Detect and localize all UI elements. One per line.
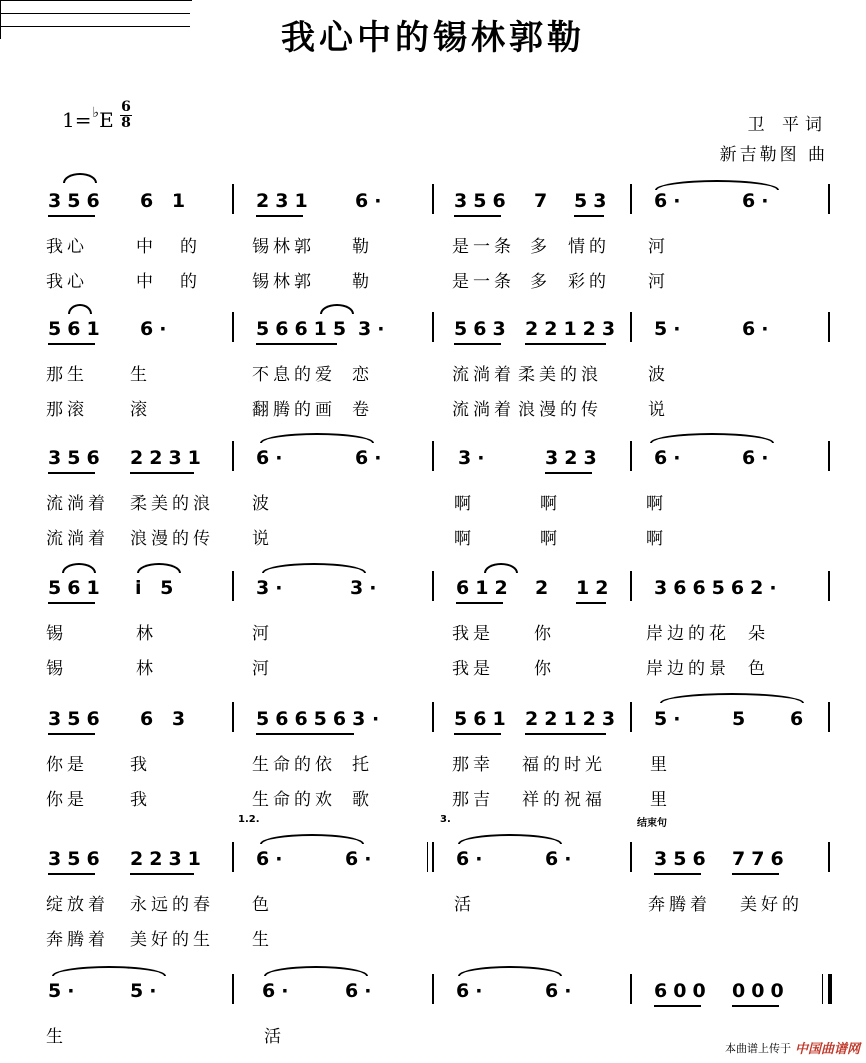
lyric-syllables: 生命的依 — [252, 755, 336, 775]
note-group: 3· — [350, 577, 383, 599]
note-group: 22123 — [525, 318, 622, 340]
beam-line — [256, 215, 303, 217]
lyric-syllables: 我心 — [46, 237, 88, 257]
note-group: 6· — [654, 190, 687, 212]
note-group: 6· — [256, 848, 289, 870]
bar-line — [828, 571, 830, 601]
note-group: 323 — [545, 447, 603, 469]
lyric-syllables: 多 — [530, 272, 551, 292]
lyric-syllables: 那滚 — [46, 400, 88, 420]
note-group: 5· — [48, 980, 81, 1002]
bar-line — [432, 184, 434, 214]
note-group: 3· — [358, 318, 391, 340]
bar-line — [828, 312, 830, 342]
lyric-syllables: 奔腾着 — [648, 895, 711, 915]
lyric-syllables: 绽放着 — [46, 895, 109, 915]
bar-line — [432, 974, 434, 1004]
note-group: 356 — [48, 447, 106, 469]
lyric-syllables: 你 — [534, 659, 555, 679]
beam-line — [48, 873, 95, 875]
lyric-syllables: 锡 — [46, 624, 67, 644]
lyric-syllables: 彩的 — [568, 272, 610, 292]
tie-slur — [262, 563, 366, 573]
lyric-syllables: 美好的 — [740, 895, 803, 915]
bar-line — [432, 441, 434, 471]
time-signature: 6 8 — [121, 99, 131, 131]
beam-line — [454, 733, 501, 735]
beam-line — [48, 343, 95, 345]
note-group: 6· — [140, 318, 173, 340]
lyric-syllables: 是一条 — [452, 237, 515, 257]
lyric-syllables: 你是 — [46, 755, 88, 775]
note-group: 6· — [345, 848, 378, 870]
note-group: 000 — [732, 980, 790, 1002]
tie-slur — [63, 173, 97, 183]
lyric-syllables: 中 — [136, 237, 157, 257]
volta-label: 结束句 — [637, 818, 667, 829]
lyric-syllables: 的 — [180, 272, 201, 292]
bar-line — [630, 312, 632, 342]
lyric-syllables: 浪漫的传 — [130, 529, 214, 549]
repeat-bar-line — [427, 842, 428, 872]
site-logo: 中国曲谱网 — [794, 1042, 860, 1057]
bar-line — [630, 842, 632, 872]
lyric-syllables: 生 — [130, 365, 151, 385]
note-group: 6 3 — [140, 708, 192, 730]
tie-slur — [484, 563, 518, 573]
note-group: 7 — [534, 190, 554, 212]
lyric-syllables: 浪漫的传 — [518, 400, 602, 420]
note-group: 6· — [545, 980, 578, 1002]
beam-line — [48, 472, 95, 474]
bar-line — [630, 441, 632, 471]
note-group: 6 1 — [140, 190, 192, 212]
tie-slur — [660, 693, 804, 703]
note-group: 56615 — [256, 318, 353, 340]
final-bar-thin — [822, 974, 823, 1004]
bar-line — [432, 571, 434, 601]
lyric-syllables: 活 — [454, 895, 475, 915]
lyric-syllables: 勒 — [352, 237, 373, 257]
lyric-syllables: 托 — [352, 755, 373, 775]
beam-line — [732, 1005, 779, 1007]
note-group: 563 — [454, 318, 512, 340]
volta-label: 1.2. — [238, 814, 260, 825]
bar-line — [828, 441, 830, 471]
bar-line — [828, 842, 830, 872]
lyric-syllables: 我 — [130, 755, 151, 775]
lyric-syllables: 中 — [136, 272, 157, 292]
lyric-syllables: 啊 — [540, 494, 561, 514]
bar-line — [630, 184, 632, 214]
lyric-syllables: 滚 — [130, 400, 151, 420]
bar-line — [432, 842, 434, 872]
tie-slur — [320, 304, 354, 314]
note-group: 356 — [48, 708, 106, 730]
lyric-syllables: 你 — [534, 624, 555, 644]
lyric-syllables: 啊 — [540, 529, 561, 549]
lyric-syllables: 说 — [648, 400, 669, 420]
bar-line — [232, 842, 234, 872]
lyric-syllables: 情的 — [568, 237, 610, 257]
lyric-syllables: 生 — [252, 930, 273, 950]
beam-line — [130, 472, 194, 474]
footer — [725, 1038, 860, 1057]
lyric-syllables: 啊 — [646, 494, 667, 514]
lyric-syllables: 卷 — [352, 400, 373, 420]
lyric-syllables: 朵 — [748, 624, 769, 644]
lyric-syllables: 我 — [130, 790, 151, 810]
lyric-syllables: 河 — [252, 659, 273, 679]
note-group: 6· — [256, 447, 289, 469]
beam-line — [654, 1005, 701, 1007]
note-group: 53 — [574, 190, 613, 212]
lyric-syllables: 流淌着 — [46, 494, 109, 514]
lyric-syllables: 柔美的浪 — [518, 365, 602, 385]
footer-text: 本曲谱上传于 — [724, 1041, 791, 1055]
bar-line — [232, 312, 234, 342]
lyric-syllables: 林 — [136, 624, 157, 644]
tie-slur — [264, 966, 368, 976]
tie-slur — [52, 966, 166, 976]
tie-slur — [137, 563, 181, 573]
lyric-syllables: 翻腾的画 — [252, 400, 336, 420]
lyric-syllables: 流淌着 — [452, 365, 515, 385]
lyric-syllables: 色 — [748, 659, 769, 679]
lyric-syllables: 美好的生 — [130, 930, 214, 950]
note-group: i 5 — [135, 577, 180, 599]
tie-slur — [260, 834, 364, 844]
lyric-syllables: 里 — [650, 790, 671, 810]
lyric-syllables: 我是 — [452, 624, 494, 644]
beam-line — [48, 602, 95, 604]
note-group: 356 — [654, 848, 712, 870]
bar-line — [232, 571, 234, 601]
note-group: 6· — [742, 318, 775, 340]
note-group: 22123 — [525, 708, 622, 730]
lyric-syllables: 多 — [530, 237, 551, 257]
tie-slur — [260, 433, 374, 443]
beam-line — [454, 343, 501, 345]
lyric-syllables: 勒 — [352, 272, 373, 292]
note-group: 6· — [456, 980, 489, 1002]
note-group: 2 — [535, 577, 555, 599]
lyric-syllables: 岸边的花 — [646, 624, 730, 644]
lyric-syllables: 里 — [650, 755, 671, 775]
note-group: 5· — [654, 318, 687, 340]
note-group: 2231 — [130, 447, 207, 469]
note-group: 600 — [654, 980, 712, 1002]
final-bar-thick — [828, 974, 832, 1004]
note-group: 561 — [454, 708, 512, 730]
note-group: 5 — [732, 708, 752, 730]
bar-line — [828, 702, 830, 732]
tie-slur — [650, 433, 774, 443]
note-group: 566563 — [256, 708, 372, 730]
lyric-syllables: 我心 — [46, 272, 88, 292]
lyric-syllables: 说 — [252, 529, 273, 549]
lyric-syllables: 河 — [252, 624, 273, 644]
lyric-syllables: 锡林郭 — [252, 272, 315, 292]
lyric-syllables: 生 — [46, 1027, 67, 1047]
bar-line — [432, 312, 434, 342]
lyric-syllables: 恋 — [352, 365, 373, 385]
bar-line — [232, 974, 234, 1004]
note-group: 5· — [654, 708, 687, 730]
note-group: 356 — [454, 190, 512, 212]
tie-slur — [458, 966, 562, 976]
note-group: 12 — [576, 577, 615, 599]
beam-line — [545, 472, 592, 474]
bar-line — [828, 184, 830, 214]
lyric-syllables: 活 — [264, 1027, 285, 1047]
lyric-syllables: 不息的爱 — [252, 365, 336, 385]
lyric-syllables: 那吉 — [452, 790, 494, 810]
lyric-syllables: 你是 — [46, 790, 88, 810]
note-group: 6· — [742, 447, 775, 469]
lyric-syllables: 波 — [252, 494, 273, 514]
note-group: 3· — [256, 577, 289, 599]
beam-line — [732, 873, 779, 875]
note-group: 6 — [790, 708, 810, 730]
lyric-syllables: 是一条 — [452, 272, 515, 292]
lyricist-credit: 卫 平词 — [747, 115, 828, 135]
lyric-syllables: 锡 — [46, 659, 67, 679]
note-group: 6· — [355, 447, 388, 469]
note-group: · — [372, 708, 386, 730]
lyric-syllables: 那生 — [46, 365, 88, 385]
lyric-syllables: 波 — [648, 365, 669, 385]
lyric-syllables: 祥的祝福 — [522, 790, 606, 810]
tie-slur — [655, 180, 779, 190]
note-group: 612 — [456, 577, 514, 599]
lyric-syllables: 流淌着 — [452, 400, 515, 420]
note-group: 356 — [48, 190, 106, 212]
note-group: 6· — [742, 190, 775, 212]
composer-credit: 新吉勒图 曲 — [719, 145, 828, 165]
lyric-syllables: 流淌着 — [46, 529, 109, 549]
lyric-syllables: 永远的春 — [130, 895, 214, 915]
beam-line — [574, 215, 604, 217]
note-group: 776 — [732, 848, 790, 870]
beam-line — [654, 873, 701, 875]
note-group: 6· — [654, 447, 687, 469]
beam-line — [525, 343, 606, 345]
bar-line — [432, 702, 434, 732]
lyric-syllables: 啊 — [454, 529, 475, 549]
lyric-syllables: 色 — [252, 895, 273, 915]
note-group: 2231 — [130, 848, 207, 870]
beam-line — [48, 215, 95, 217]
lyric-syllables: 河 — [648, 237, 669, 257]
bar-line — [630, 974, 632, 1004]
bar-line — [232, 441, 234, 471]
lyric-syllables: 歌 — [352, 790, 373, 810]
lyric-syllables: 的 — [180, 237, 201, 257]
beam-line — [525, 733, 606, 735]
note-group: 231 — [256, 190, 314, 212]
note-group: 366562· — [654, 577, 783, 599]
song-title: 我心中的锡林郭勒 — [281, 18, 585, 58]
tie-slur — [458, 834, 562, 844]
beam-line — [48, 733, 95, 735]
note-group: 6· — [545, 848, 578, 870]
bar-line — [232, 184, 234, 214]
lyric-syllables: 柔美的浪 — [130, 494, 214, 514]
tie-slur — [68, 304, 92, 314]
lyric-syllables: 锡林郭 — [252, 237, 315, 257]
lyric-syllables: 那幸 — [452, 755, 494, 775]
note-group: 6· — [456, 848, 489, 870]
beam-line — [576, 602, 606, 604]
tie-slur — [62, 563, 96, 573]
beam-line — [130, 873, 194, 875]
volta-label: 3. — [440, 814, 451, 825]
beam-line — [456, 602, 503, 604]
note-group: 561 — [48, 577, 106, 599]
bar-line — [630, 571, 632, 601]
lyric-syllables: 我是 — [452, 659, 494, 679]
beam-line — [256, 343, 337, 345]
note-group: 6· — [262, 980, 295, 1002]
lyric-syllables: 林 — [136, 659, 157, 679]
lyric-syllables: 生命的欢 — [252, 790, 336, 810]
note-group: 5· — [130, 980, 163, 1002]
note-group: 356 — [48, 848, 106, 870]
lyric-syllables: 啊 — [454, 494, 475, 514]
note-group: 561 — [48, 318, 106, 340]
note-group: 6· — [345, 980, 378, 1002]
lyric-syllables: 奔腾着 — [46, 930, 109, 950]
key-signature: 1=♭E — [62, 105, 114, 132]
lyric-syllables: 啊 — [646, 529, 667, 549]
beam-line — [454, 215, 501, 217]
beam-line — [256, 733, 354, 735]
bar-line — [630, 702, 632, 732]
note-group: 6· — [355, 190, 388, 212]
note-group: 3· — [458, 447, 491, 469]
bar-line — [232, 702, 234, 732]
lyric-syllables: 福的时光 — [522, 755, 606, 775]
lyric-syllables: 岸边的景 — [646, 659, 730, 679]
lyric-syllables: 河 — [648, 272, 669, 292]
